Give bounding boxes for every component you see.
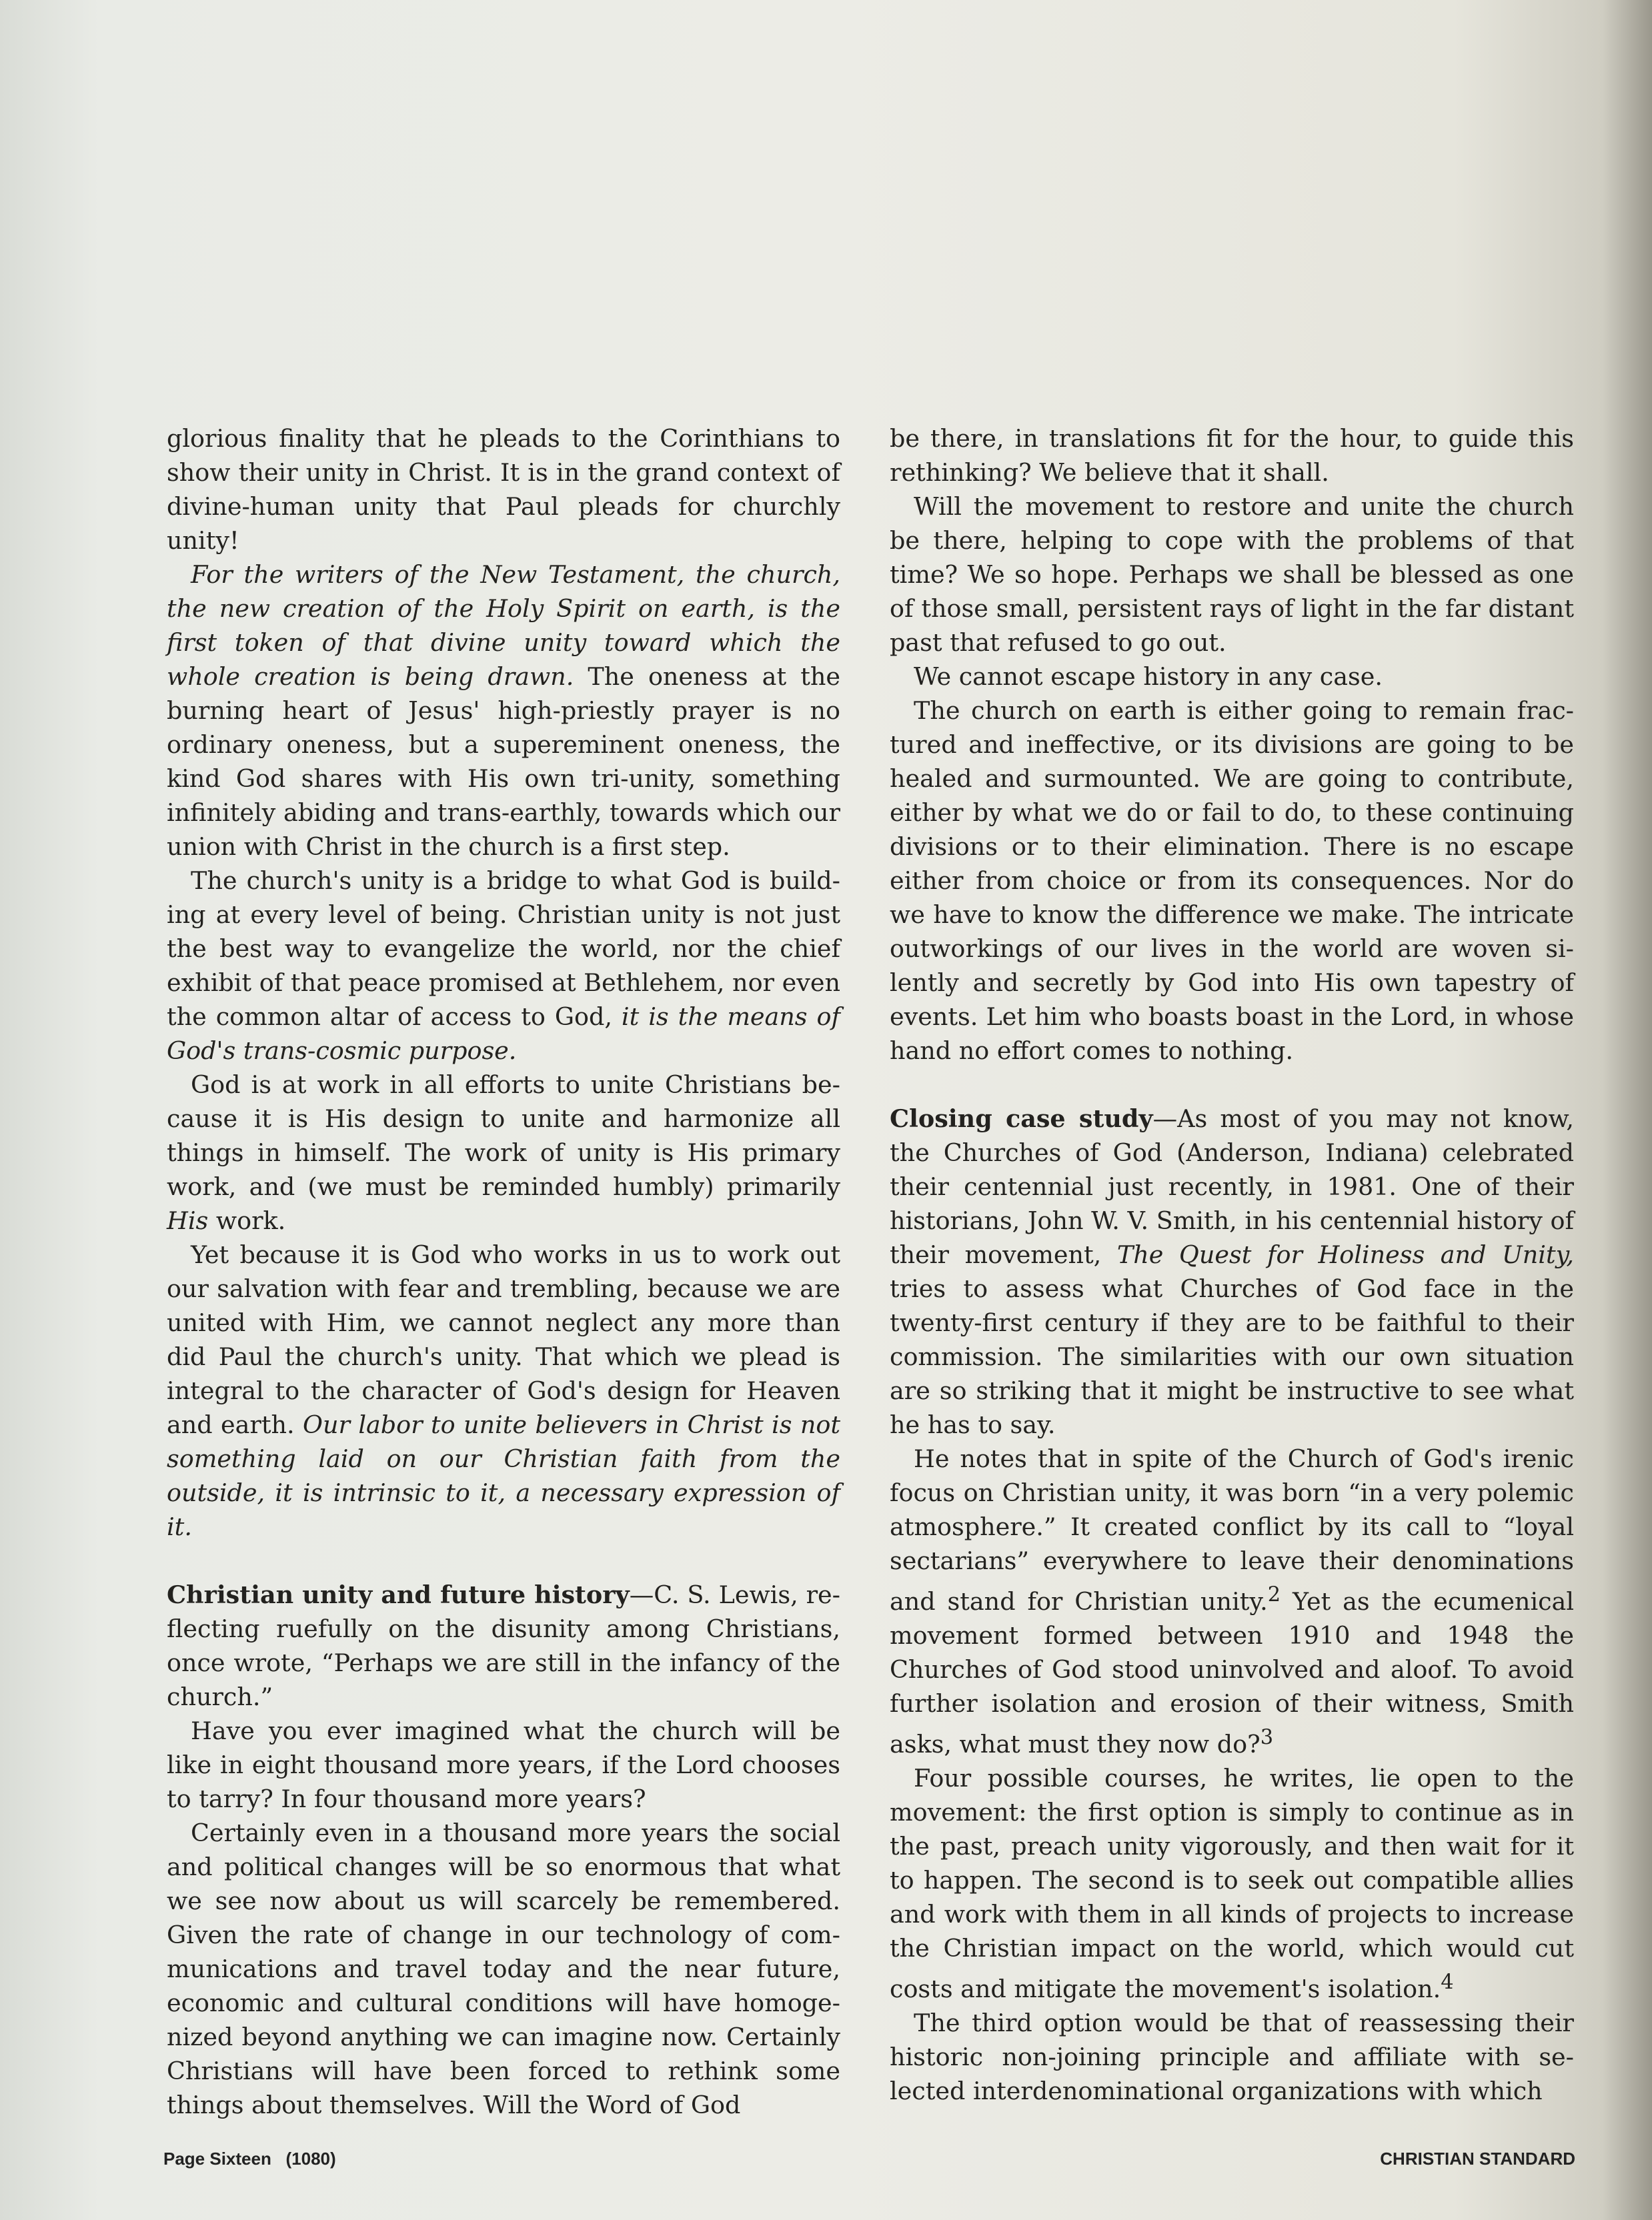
left-column <box>167 421 840 2122</box>
paragraph: God is at work in all efforts to unite Christians because it is His design to unite and harmonize all things in himself. The work of unity is His primary work, and (we must be reminded humbly) primarily His work. <box>167 1070 840 1235</box>
paragraph: Have you ever imagined what the church will be like in eight thousand more years, if the Lord chooses to tarry? In four thousand more years? <box>167 1717 840 1813</box>
right-column <box>890 421 1574 2108</box>
paragraph: We cannot escape history in any case. <box>914 662 1383 691</box>
paragraph: The third option would be that of reassessing their historic non-joining principle and affiliate with selected interdenominational organizations with which <box>890 2009 1574 2106</box>
paragraph: The church on earth is either going to remain fractured and ineffective, or its divisions are going to be healed and surmounted. We are going to contribute, either by what we do or fail to do, to these continuing divisions or to their elimination. There is no escape either from choice or from its consequences. Nor do we have to know the difference we make. The intricate outworkings of our lives in the world are woven silently and secretly by God into His own tapestry of events. Let him who boasts boast in the Lord, in whose hand no effort comes to nothing. <box>890 696 1574 1065</box>
paragraph: be there, in translations fit for the hour, to guide this rethinking? We believe that it shall. <box>890 424 1574 487</box>
section-paragraph: Closing case study—As most of you may not know, the Churches of God (Anderson, Indiana) celebrated their centennial just recently, in 1981. One of their historians, John W. V. Smith, in his centennial history of their movement, The Quest for Holiness and Unity, tries to assess what Churches of God face in the twenty-first century if they are to be faithful to their commission. The similarities with our own situation are so striking that it might be instructive to see what he has to say. <box>890 1104 1575 1439</box>
paragraph: Yet because it is God who works in us to work out our salvation with fear and trembling, because we are united with Him, we cannot neglect any more than did Paul the church's unity. That which we plead is integral to the character of God's design for Heaven and earth. Our labor to unite believers in Christ is not something laid on our Christian faith from the outside, it is intrinsic to it, a necessary expression of it. <box>167 1240 840 1541</box>
section-paragraph: Christian unity and future history—C. S. Lewis, reflecting ruefully on the disunity among Christians, once wrote, “Perhaps we are still in the infancy of the church.” <box>167 1580 840 1711</box>
section-heading: Closing case study <box>890 1104 1153 1133</box>
footnote-marker: 4 <box>1441 1971 1454 1995</box>
paragraph: He notes that in spite of the Church of God's irenic focus on Christian unity, it was born “in a very polemic atmosphere.” It created conflict by its call to “loyal sectarians” everywhere to leave their denominations and stand for Christian unity.$^2$ Yet as the ecumenical movement formed between 1910 and 1948 the Churches of God stood uninvolved and aloof. To avoid further isolation and erosion of their witness, Smith asks, what must they now do?$^3$ <box>890 1444 1574 1759</box>
footnote-marker: 3 <box>1260 1726 1274 1750</box>
paragraph: Certainly even in a thousand more years the social and political changes will be so enormous that what we see now about us will scarcely be remembered. Given the rate of change in our technology of communications and travel today and the near future, economic and cultural conditions will have homogenized beyond anything we can imagine now. Certainly Christians will have been forced to rethink some things about themselves. Will the Word of God <box>167 1819 840 2119</box>
section-heading: Christian unity and future history <box>167 1580 630 1609</box>
paragraph: Four possible courses, he writes, lie open to the movement: the first option is simply to continue as in the past, preach unity vigorously, and then wait for it to happen. The second is to seek out compatible allies and work with them in all kinds of projects to increase the Christian impact on the world, which would cut costs and mitigate the movement's isolation.$^4$ <box>890 1764 1574 2004</box>
publication-name-footer: CHRISTIAN STANDARD <box>1380 2149 1575 2169</box>
page-number-footer: Page Sixteen (1080) <box>163 2149 336 2169</box>
footnote-marker: 2 <box>1267 1583 1281 1606</box>
paragraph: Will the movement to restore and unite the church be there, helping to cope with the problems of that time? We so hope. Perhaps we shall be blessed as one of those small, persistent rays of light in the far distant past that refused to go out. <box>890 492 1574 657</box>
paragraph: For the writers of the New Testament, the church, the new creation of the Holy Spirit on earth, is the first token of that divine unity toward which the whole creation is being drawn. The oneness at the burning heart of Jesus' high-priestly prayer is no ordinary oneness, but a supereminent oneness, the kind God shares with His own tri-unity, something infinitely abiding and trans-earthly, towards which our union with Christ in the church is a first step. <box>167 560 840 861</box>
paragraph: The church's unity is a bridge to what God is building at every level of being. Christian unity is not just the best way to evangelize the world, nor the chief exhibit of that peace promised at Bethlehem, nor even the common altar of access to God, it is the means of God's trans-cosmic purpose. <box>167 866 840 1065</box>
paragraph: glorious finality that he pleads to the Corinthians to show their unity in Christ. It is in the grand context of divine-human unity that Paul pleads for churchly unity! <box>167 424 840 555</box>
